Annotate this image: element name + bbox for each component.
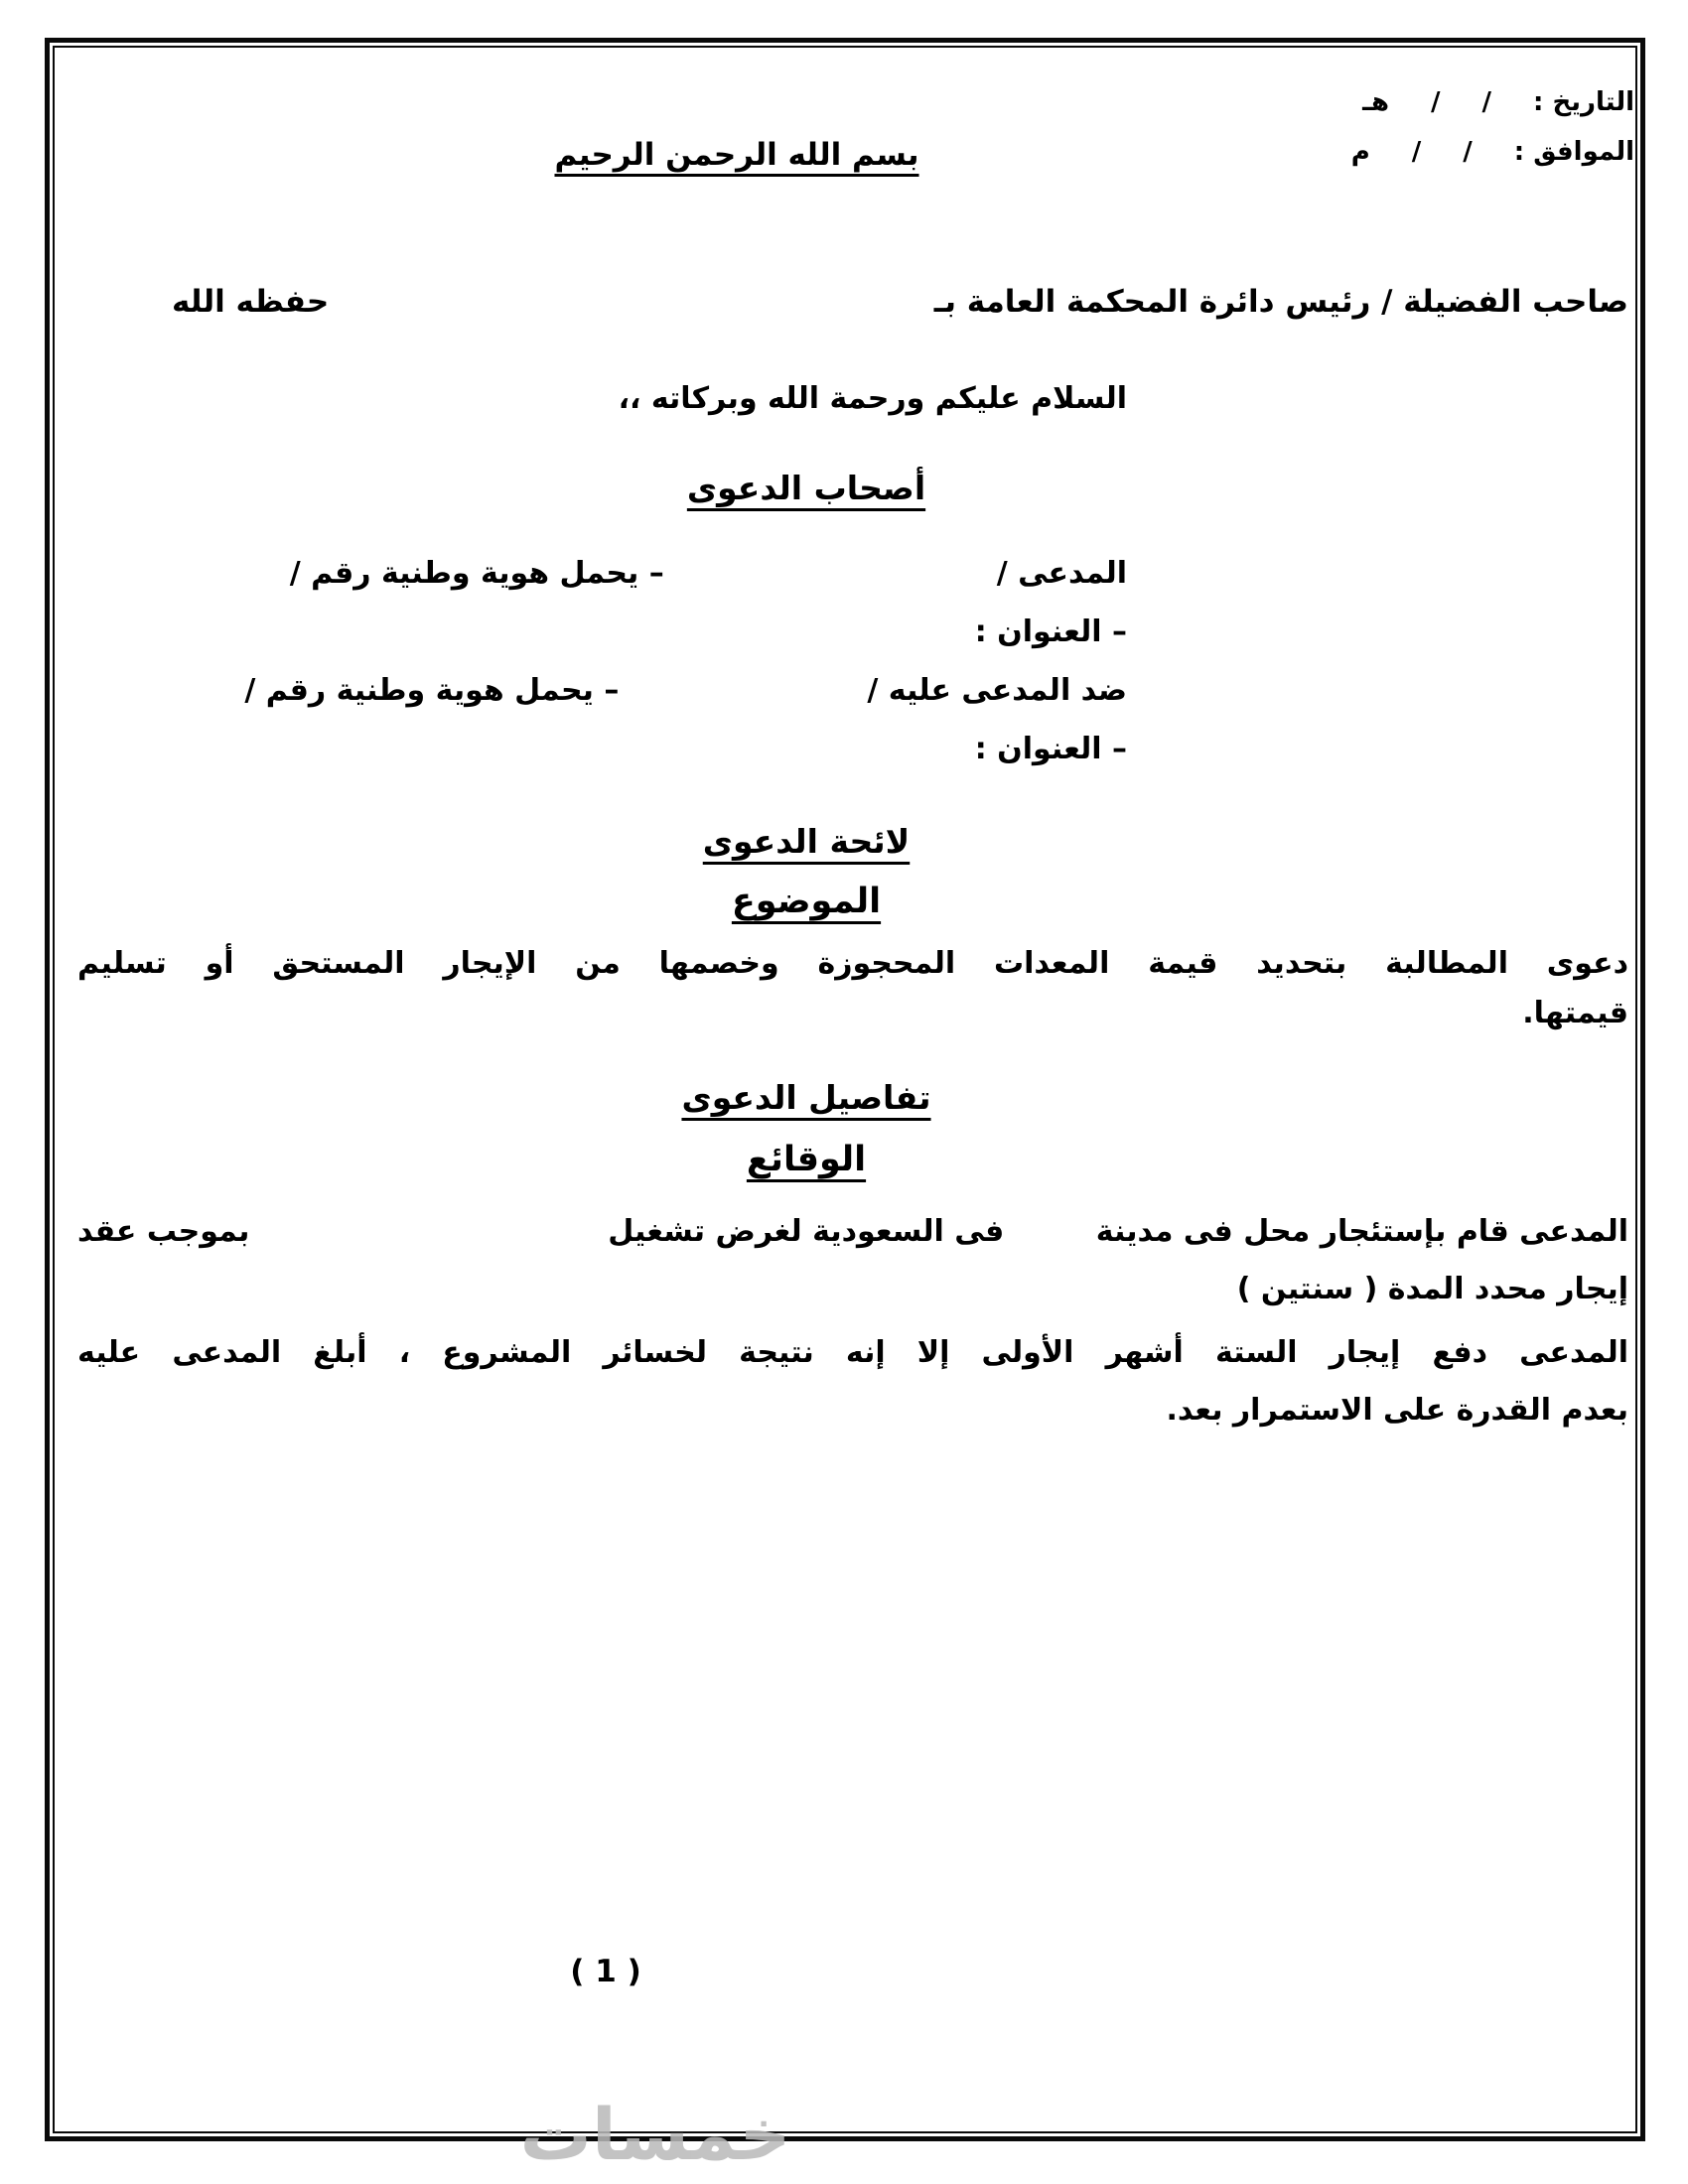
defendant-address-row bbox=[77, 720, 1628, 778]
fact1-segment-1: المدعى قام بإستئجار محل فى مدينة bbox=[1095, 1214, 1628, 1249]
fact2-line-1: المدعى دفع إيجار الستة أشهر الأولى إلا إنه نتيجة لخسائر المشروع ، أبلغ المدعى عليه bbox=[77, 1335, 1628, 1370]
fact2-line-2: بعدم القدرة على الاستمرار بعد. bbox=[1166, 1393, 1628, 1428]
subject-line-1: دعوى المطالبة بتحديد قيمة المعدات المحجوزة وخصمها من الإيجار المستحق أو تسليم bbox=[77, 946, 1628, 981]
gregorian-date-slash-2: / bbox=[1411, 137, 1422, 167]
fact-paragraph-2 bbox=[77, 1324, 1628, 1439]
page-number: ( 1 ) bbox=[570, 1954, 641, 1989]
plaintiff-address-label: – العنوان : bbox=[974, 614, 1127, 649]
parties-heading: أصحاب الدعوى bbox=[686, 469, 926, 507]
hijri-date-slash-1: / bbox=[1481, 87, 1492, 117]
greeting-text: السلام عليكم ورحمة الله وبركاته ،، bbox=[618, 381, 1127, 416]
facts-heading: الوقائع bbox=[746, 1140, 867, 1179]
fact1-line-1 bbox=[77, 1203, 1628, 1261]
hijri-date-slash-2: / bbox=[1431, 87, 1441, 117]
details-heading: تفاصيل الدعوى bbox=[681, 1078, 931, 1117]
defendant-address-label: – العنوان : bbox=[974, 732, 1127, 766]
gregorian-date-slash-1: / bbox=[1463, 137, 1473, 167]
basmala-wrap bbox=[0, 137, 1581, 173]
defendant-label: ضد المدعى عليه / bbox=[867, 673, 1127, 708]
watermark-text: خمسات bbox=[519, 2093, 791, 2176]
hijri-era-label: هـ bbox=[1362, 87, 1390, 117]
lawsuit-heading-wrap bbox=[0, 822, 1650, 861]
fact-paragraph-1 bbox=[77, 1203, 1628, 1318]
blessing-text: حفظه الله bbox=[172, 284, 330, 320]
plaintiff-address-row bbox=[77, 603, 1628, 661]
hijri-date-row bbox=[1351, 77, 1634, 127]
subject-heading: الموضوع bbox=[731, 882, 882, 921]
hijri-date-label: التاريخ : bbox=[1533, 87, 1634, 117]
gregorian-era-label: م bbox=[1350, 137, 1370, 167]
lawsuit-heading: لائحة الدعوى bbox=[702, 822, 911, 861]
basmala-text: بسم الله الرحمن الرحيم bbox=[554, 137, 919, 173]
parties-block bbox=[77, 544, 1628, 778]
subject-line-2: قيمتها. bbox=[1522, 996, 1628, 1030]
subject-heading-wrap bbox=[0, 882, 1650, 921]
addressee-title: صاحب الفضيلة / رئيس دائرة المحكمة العامة بـ bbox=[933, 284, 1628, 320]
fact1-segment-2: فى السعودية لغرض تشغيل bbox=[608, 1214, 1005, 1249]
plaintiff-id-label: – يحمل هوية وطنية رقم / bbox=[289, 556, 664, 591]
plaintiff-row bbox=[77, 544, 1628, 603]
parties-heading-wrap bbox=[0, 469, 1650, 507]
defendant-row bbox=[77, 661, 1628, 720]
plaintiff-label: المدعى / bbox=[996, 556, 1127, 591]
defendant-id-label: – يحمل هوية وطنية رقم / bbox=[244, 673, 620, 708]
subject-paragraph bbox=[77, 939, 1628, 1038]
details-heading-wrap bbox=[0, 1078, 1650, 1117]
fact1-segment-3: بموجب عقد bbox=[77, 1214, 250, 1249]
gregorian-date-label: الموافق : bbox=[1513, 137, 1634, 167]
fact1-line-2: إيجار محدد المدة ( سنتين ) bbox=[1236, 1272, 1628, 1306]
facts-heading-wrap bbox=[0, 1140, 1650, 1179]
addressee-row bbox=[77, 284, 1628, 320]
